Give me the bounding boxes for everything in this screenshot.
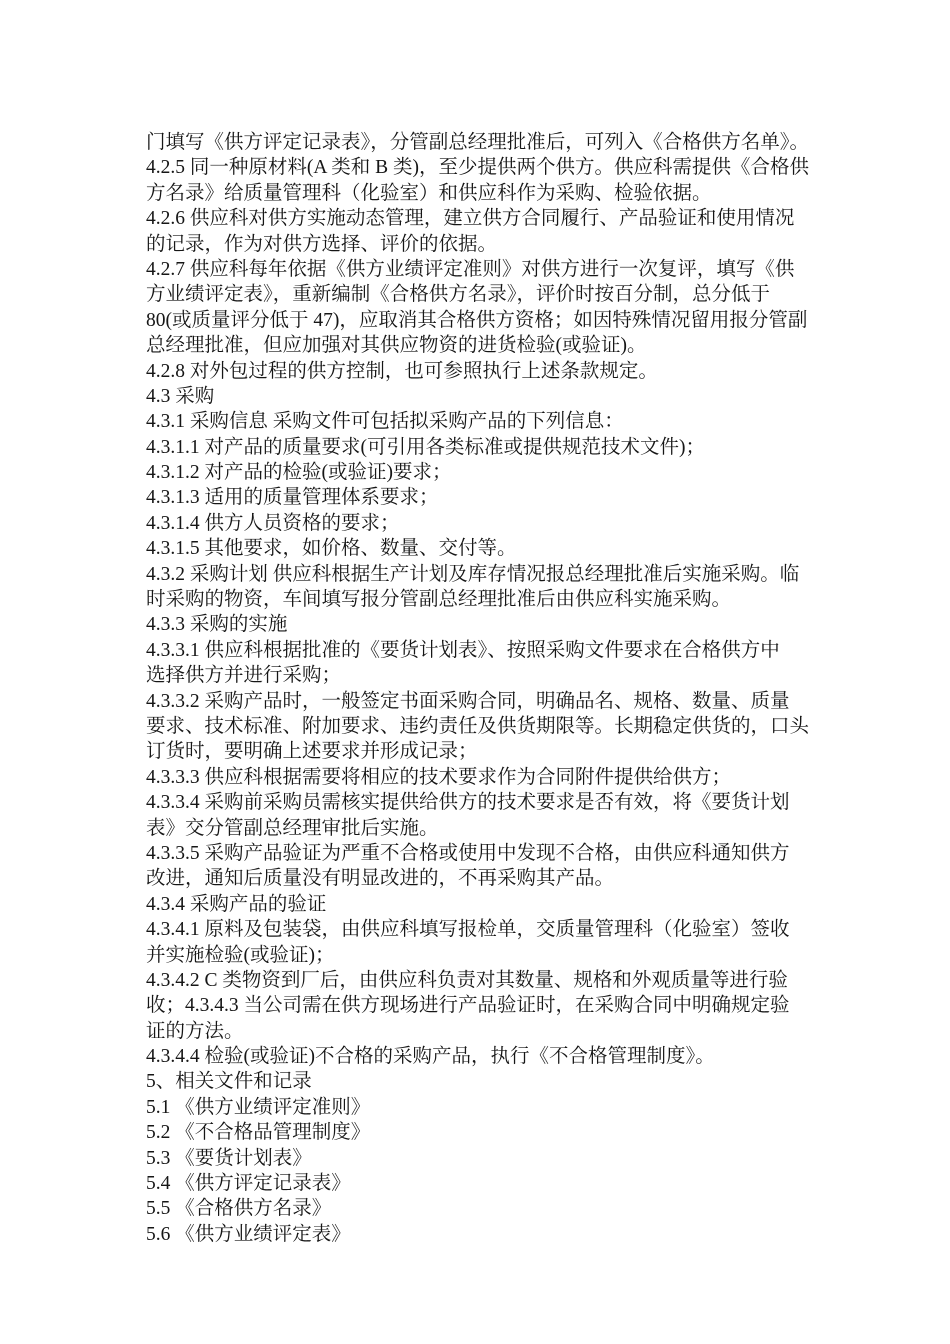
document-line: 4.3 采购 xyxy=(146,385,215,407)
document-line: 5.2 《不合格品管理制度》 xyxy=(146,1122,371,1144)
document-line: 要求、技术标准、附加要求、违约责任及供货期限等。长期稳定供货的，口头 xyxy=(146,715,810,737)
document-line: 4.3.4.2 C 类物资到厂后，由供应科负责对其数量、规格和外观质量等进行验 xyxy=(146,969,788,991)
document-line: 4.3.3.2 采购产品时，一般签定书面采购合同，明确品名、规格、数量、质量 xyxy=(146,690,790,712)
document-line: 4.3.3 采购的实施 xyxy=(146,614,288,636)
document-line: 4.3.4.1 原料及包装袋，由供应科填写报检单，交质量管理科（化验室）签收 xyxy=(146,919,790,941)
document-line: 收；4.3.4.3 当公司需在供方现场进行产品验证时，在采购合同中明确规定验 xyxy=(146,995,790,1017)
document-line: 4.2.5 同一种原材料(A 类和 B 类)，至少提供两个供方。供应科需提供《合格供 xyxy=(146,157,810,179)
document-line: 门填写《供方评定记录表》，分管副总经理批准后，可列入《合格供方名单》。 xyxy=(146,132,810,153)
document-line: 4.3.1.5 其他要求，如价格、数量、交付等。 xyxy=(146,538,517,560)
document-line: 4.2.6 供应科对供方实施动态管理，建立供方合同履行、产品验证和使用情况 xyxy=(146,208,795,230)
document-line: 4.3.3.1 供应科根据批准的《要货计划表》、按照采购文件要求在合格供方中 xyxy=(146,639,780,661)
document-line: 时采购的物资，车间填写报分管副总经理批准后由供应科实施采购。 xyxy=(146,589,732,611)
document-line: 5.1 《供方业绩评定准则》 xyxy=(146,1096,371,1118)
document-line: 4.3.1.1 对产品的质量要求(可引用各类标准或提供规范技术文件)； xyxy=(146,436,705,458)
document-line: 的记录，作为对供方选择、评价的依据。 xyxy=(146,233,498,255)
document-line: 4.3.3.5 采购产品验证为严重不合格或使用中发现不合格，由供应科通知供方 xyxy=(146,842,790,864)
document-line: 5.6 《供方业绩评定表》 xyxy=(146,1223,351,1245)
document-line: 5、相关文件和记录 xyxy=(146,1071,312,1093)
document-line: 选择供方并进行采购； xyxy=(146,665,342,687)
document-line: 4.3.1.4 供方人员资格的要求； xyxy=(146,512,400,534)
document-line: 4.3.3.3 供应科根据需要将相应的技术要求作为合同附件提供给供方； xyxy=(146,766,732,788)
document-line: 表》交分管副总经理审批后实施。 xyxy=(146,817,439,839)
document-line: 4.3.1 采购信息 采购文件可包括拟采购产品的下列信息： xyxy=(146,411,624,433)
document-line: 4.2.8 对外包过程的供方控制，也可参照执行上述条款规定。 xyxy=(146,360,658,382)
document-line: 4.2.7 供应科每年依据《供方业绩评定准则》对供方进行一次复评，填写《供 xyxy=(146,258,795,280)
document-line: 4.3.1.3 适用的质量管理体系要求； xyxy=(146,487,439,509)
document-line: 5.5 《合格供方名录》 xyxy=(146,1198,332,1220)
document-line: 改进，通知后质量没有明显改进的，不再采购其产品。 xyxy=(146,868,615,890)
document-line: 订货时，要明确上述要求并形成记录； xyxy=(146,741,478,763)
document-line: 4.3.2 采购计划 供应科根据生产计划及库存情况报总经理批准后实施采购。临 xyxy=(146,563,800,585)
document-text-block xyxy=(146,130,856,1247)
document-line: 4.3.3.4 采购前采购员需核实提供给供方的技术要求是否有效，将《要货计划 xyxy=(146,792,790,814)
document-line: 5.3 《要货计划表》 xyxy=(146,1147,312,1169)
document-line: 方业绩评定表》，重新编制《合格供方名录》，评价时按百分制，总分低于 xyxy=(146,284,771,306)
document-line: 5.4 《供方评定记录表》 xyxy=(146,1173,351,1195)
document-line: 证的方法。 xyxy=(146,1020,244,1042)
document-line: 80(或质量评分低于 47)，应取消其合格供方资格；如因特殊情况留用报分管副 xyxy=(146,309,808,331)
document-line: 4.3.4.4 检验(或验证)不合格的采购产品，执行《不合格管理制度》。 xyxy=(146,1046,715,1068)
document-line: 总经理批准，但应加强对其供应物资的进货检验(或验证)。 xyxy=(146,335,647,357)
document-line: 4.3.4 采购产品的验证 xyxy=(146,893,327,915)
document-line: 4.3.1.2 对产品的检验(或验证)要求； xyxy=(146,462,452,484)
document-line: 并实施检验(或验证)； xyxy=(146,944,335,966)
document-line: 方名录》给质量管理科（化验室）和供应科作为采购、检验依据。 xyxy=(146,182,712,204)
